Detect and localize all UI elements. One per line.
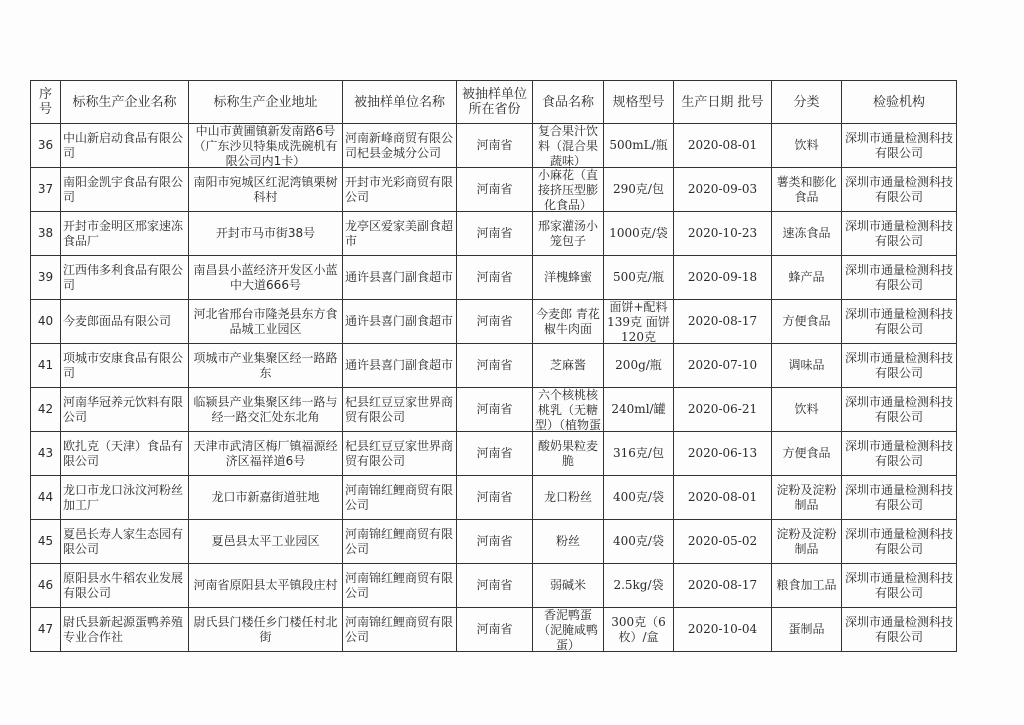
- cell-province: [457, 344, 533, 388]
- cell-production-date: [674, 300, 772, 344]
- category-text: 饮料: [794, 138, 819, 152]
- row-number-text: 37: [37, 182, 54, 196]
- cell-production-date: [674, 124, 772, 168]
- manufacturer-name-text: 今麦郎面品有限公司: [63, 314, 172, 328]
- cell-specification: [604, 388, 674, 432]
- cell-manufacturer-address: [189, 564, 343, 608]
- category-text: 方便食品: [782, 314, 831, 328]
- cell-food-name: [533, 168, 604, 212]
- cell-manufacturer-address: [189, 212, 343, 256]
- cell-manufacturer-address: [189, 124, 343, 168]
- cell-sampled-unit: [343, 564, 457, 608]
- food-name-text: 复合果汁饮料（混合果蔬味）: [537, 124, 598, 167]
- cell-manufacturer-name: [61, 520, 189, 564]
- inspection-agency-text: 深圳市通量检测科技有限公司: [844, 174, 953, 204]
- row-number-text: 39: [37, 270, 54, 284]
- table-body: [31, 124, 957, 652]
- column-header: 标称生产企业地址: [189, 81, 343, 124]
- category-text: 粮食加工品: [776, 578, 837, 592]
- cell-manufacturer-address: [189, 388, 343, 432]
- specification-text: 200g/瓶: [615, 358, 662, 372]
- cell-food-name: [533, 124, 604, 168]
- cell-category: [772, 432, 842, 476]
- cell-specification: [604, 344, 674, 388]
- manufacturer-name-text: 江西伟多利食品有限公司: [63, 262, 184, 292]
- cell-specification: [604, 520, 674, 564]
- production-date-text: 2020-10-23: [687, 226, 758, 240]
- category-text: 薯类和膨化食品: [776, 174, 837, 204]
- cell-manufacturer-name: [61, 300, 189, 344]
- row-number-text: 47: [37, 622, 54, 636]
- manufacturer-name-text: 龙口市龙口泳汶河粉丝加工厂: [63, 482, 184, 512]
- cell-food-name: [533, 432, 604, 476]
- manufacturer-name-text: 原阳县水牛稻农业发展有限公司: [63, 570, 184, 600]
- cell-sampled-unit: [343, 300, 457, 344]
- cell-specification: [604, 124, 674, 168]
- cell-province: [457, 168, 533, 212]
- manufacturer-name-text: 项城市安康食品有限公司: [63, 350, 184, 380]
- cell-food-name: [533, 344, 604, 388]
- production-date-text: 2020-08-17: [687, 314, 758, 328]
- cell-manufacturer-address: [189, 300, 343, 344]
- cell-category: [772, 212, 842, 256]
- cell-province: [457, 124, 533, 168]
- cell-row-number: [31, 344, 61, 388]
- cell-sampled-unit: [343, 344, 457, 388]
- province-text: 河南省: [476, 270, 513, 284]
- production-date-text: 2020-06-13: [687, 446, 758, 460]
- cell-province: [457, 212, 533, 256]
- cell-inspection-agency: [842, 344, 957, 388]
- table-row: [31, 564, 957, 608]
- province-text: 河南省: [476, 446, 513, 460]
- food-name-text: 龙口粉丝: [543, 490, 592, 504]
- column-header: 被抽样单位名称: [343, 81, 457, 124]
- sampled-unit-text: 通许县喜门副食超市: [345, 358, 454, 372]
- cell-food-name: [533, 300, 604, 344]
- food-name-text: 香泥鸭蛋（泥腌咸鸭蛋）: [537, 608, 598, 651]
- food-name-text: 洋槐蜂蜜: [543, 270, 592, 284]
- cell-manufacturer-address: [189, 476, 343, 520]
- cell-category: [772, 388, 842, 432]
- inspection-agency-text: 深圳市通量检测科技有限公司: [844, 614, 953, 644]
- cell-category: [772, 300, 842, 344]
- sampled-unit-text: 河南锦红鲤商贸有限公司: [345, 482, 454, 512]
- cell-manufacturer-name: [61, 432, 189, 476]
- cell-manufacturer-name: [61, 608, 189, 652]
- cell-manufacturer-name: [61, 476, 189, 520]
- manufacturer-address-text: 河南省原阳县太平镇段庄村: [193, 578, 338, 592]
- cell-manufacturer-name: [61, 212, 189, 256]
- cell-row-number: [31, 300, 61, 344]
- category-text: 速冻食品: [782, 226, 831, 240]
- cell-sampled-unit: [343, 168, 457, 212]
- manufacturer-address-text: 河北省邢台市隆尧县东方食品城工业园区: [193, 306, 338, 336]
- table-row: [31, 608, 957, 652]
- production-date-text: 2020-10-04: [687, 622, 758, 636]
- manufacturer-address-text: 龙口市新嘉街道驻地: [211, 490, 320, 504]
- inspection-agency-text: 深圳市通量检测科技有限公司: [844, 306, 953, 336]
- column-header: 规格型号: [604, 81, 674, 124]
- cell-category: [772, 168, 842, 212]
- cell-inspection-agency: [842, 168, 957, 212]
- cell-food-name: [533, 476, 604, 520]
- cell-province: [457, 432, 533, 476]
- table-row: [31, 476, 957, 520]
- category-text: 淀粉及淀粉制品: [776, 526, 837, 556]
- row-number-text: 43: [37, 446, 54, 460]
- province-text: 河南省: [476, 138, 513, 152]
- cell-sampled-unit: [343, 212, 457, 256]
- specification-text: 316克/包: [613, 446, 664, 460]
- cell-province: [457, 388, 533, 432]
- specification-text: 面饼+配料139克 面饼120克: [607, 300, 670, 343]
- cell-category: [772, 608, 842, 652]
- cell-production-date: [674, 520, 772, 564]
- cell-production-date: [674, 608, 772, 652]
- cell-sampled-unit: [343, 520, 457, 564]
- cell-specification: [604, 168, 674, 212]
- sampled-unit-text: 龙亭区爱家美副食超市: [345, 218, 454, 248]
- column-header: 标称生产企业名称: [61, 81, 189, 124]
- province-text: 河南省: [476, 182, 513, 196]
- table-row: [31, 388, 957, 432]
- cell-row-number: [31, 124, 61, 168]
- specification-text: 240ml/罐: [611, 402, 666, 416]
- cell-sampled-unit: [343, 124, 457, 168]
- cell-row-number: [31, 476, 61, 520]
- cell-food-name: [533, 388, 604, 432]
- cell-manufacturer-name: [61, 564, 189, 608]
- manufacturer-address-text: 项城市产业集聚区经一路路东: [193, 350, 338, 380]
- row-number-text: 41: [37, 358, 54, 372]
- production-date-text: 2020-09-03: [687, 182, 758, 196]
- cell-manufacturer-address: [189, 608, 343, 652]
- cell-specification: [604, 608, 674, 652]
- sampled-unit-text: 开封市光彩商贸有限公司: [345, 174, 454, 204]
- manufacturer-name-text: 河南华冠养元饮料有限公司: [63, 394, 184, 424]
- production-date-text: 2020-08-01: [687, 138, 758, 152]
- column-header: 被抽样单位所在省份: [457, 81, 533, 124]
- column-header: 分类: [772, 81, 842, 124]
- cell-row-number: [31, 212, 61, 256]
- table-row: [31, 300, 957, 344]
- cell-production-date: [674, 168, 772, 212]
- manufacturer-address-text: 南昌县小蓝经济开发区小蓝中大道666号: [193, 262, 338, 292]
- specification-text: 500克/瓶: [613, 270, 664, 284]
- food-name-text: 邢家灌汤小笼包子: [537, 218, 598, 248]
- sampled-unit-text: 河南锦红鲤商贸有限公司: [345, 570, 454, 600]
- cell-category: [772, 476, 842, 520]
- manufacturer-address-text: 南阳市宛城区红泥湾镇栗树科村: [193, 174, 338, 204]
- sampled-unit-text: 通许县喜门副食超市: [345, 270, 454, 284]
- cell-province: [457, 608, 533, 652]
- category-text: 蛋制品: [788, 622, 825, 636]
- table-row: [31, 344, 957, 388]
- row-number-text: 38: [37, 226, 54, 240]
- cell-food-name: [533, 608, 604, 652]
- cell-manufacturer-name: [61, 388, 189, 432]
- cell-inspection-agency: [842, 520, 957, 564]
- manufacturer-address-text: 夏邑县太平工业园区: [211, 534, 320, 548]
- column-header: 序号: [31, 81, 61, 124]
- sampled-unit-text: 杞县红豆豆家世界商贸有限公司: [345, 438, 454, 468]
- cell-manufacturer-address: [189, 256, 343, 300]
- column-header: 检验机构: [842, 81, 957, 124]
- cell-inspection-agency: [842, 608, 957, 652]
- inspection-agency-text: 深圳市通量检测科技有限公司: [844, 526, 953, 556]
- table-row: [31, 256, 957, 300]
- province-text: 河南省: [476, 534, 513, 548]
- sampled-unit-text: 杞县红豆豆家世界商贸有限公司: [345, 394, 454, 424]
- cell-row-number: [31, 432, 61, 476]
- cell-inspection-agency: [842, 300, 957, 344]
- cell-row-number: [31, 520, 61, 564]
- production-date-text: 2020-08-01: [687, 490, 758, 504]
- cell-manufacturer-address: [189, 168, 343, 212]
- cell-inspection-agency: [842, 476, 957, 520]
- cell-province: [457, 256, 533, 300]
- category-text: 淀粉及淀粉制品: [776, 482, 837, 512]
- cell-manufacturer-name: [61, 344, 189, 388]
- cell-sampled-unit: [343, 476, 457, 520]
- province-text: 河南省: [476, 226, 513, 240]
- cell-specification: [604, 256, 674, 300]
- category-text: 调味品: [788, 358, 825, 372]
- table-row: [31, 168, 957, 212]
- manufacturer-name-text: 尉氏县新起源蛋鸭养殖专业合作社: [63, 614, 184, 644]
- sampled-unit-text: 河南锦红鲤商贸有限公司: [345, 526, 454, 556]
- sampled-unit-text: 河南新峰商贸有限公司杞县金城分公司: [345, 130, 454, 160]
- food-name-text: 今麦郎 青花椒牛肉面: [536, 306, 600, 336]
- manufacturer-address-text: 开封市马市街38号: [215, 226, 316, 240]
- cell-production-date: [674, 388, 772, 432]
- inspection-agency-text: 深圳市通量检测科技有限公司: [844, 262, 953, 292]
- row-number-text: 42: [37, 402, 54, 416]
- inspection-agency-text: 深圳市通量检测科技有限公司: [844, 218, 953, 248]
- province-text: 河南省: [476, 622, 513, 636]
- inspection-agency-text: 深圳市通量检测科技有限公司: [844, 482, 953, 512]
- cell-category: [772, 344, 842, 388]
- cell-manufacturer-name: [61, 124, 189, 168]
- cell-province: [457, 300, 533, 344]
- cell-sampled-unit: [343, 608, 457, 652]
- province-text: 河南省: [476, 578, 513, 592]
- column-header: 生产日期 批号: [674, 81, 772, 124]
- manufacturer-address-text: 尉氏县门楼任乡门楼任村北街: [193, 614, 338, 644]
- province-text: 河南省: [476, 314, 513, 328]
- production-date-text: 2020-05-02: [687, 534, 758, 548]
- cell-row-number: [31, 388, 61, 432]
- row-number-text: 46: [37, 578, 54, 592]
- cell-row-number: [31, 256, 61, 300]
- cell-category: [772, 520, 842, 564]
- category-text: 蜂产品: [788, 270, 825, 284]
- production-date-text: 2020-08-17: [687, 578, 758, 592]
- inspection-agency-text: 深圳市通量检测科技有限公司: [844, 570, 953, 600]
- production-date-text: 2020-07-10: [687, 358, 758, 372]
- row-number-text: 44: [37, 490, 54, 504]
- inspection-agency-text: 深圳市通量检测科技有限公司: [844, 438, 953, 468]
- cell-inspection-agency: [842, 256, 957, 300]
- production-date-text: 2020-09-18: [687, 270, 758, 284]
- cell-food-name: [533, 256, 604, 300]
- province-text: 河南省: [476, 402, 513, 416]
- inspection-agency-text: 深圳市通量检测科技有限公司: [844, 350, 953, 380]
- inspection-agency-text: 深圳市通量检测科技有限公司: [844, 130, 953, 160]
- cell-manufacturer-name: [61, 168, 189, 212]
- specification-text: 2.5kg/袋: [613, 578, 664, 592]
- cell-specification: [604, 300, 674, 344]
- cell-specification: [604, 476, 674, 520]
- cell-inspection-agency: [842, 212, 957, 256]
- food-name-text: 小麻花（直接挤压型膨化食品）: [537, 168, 598, 211]
- cell-manufacturer-address: [189, 432, 343, 476]
- cell-specification: [604, 564, 674, 608]
- table-row: [31, 432, 957, 476]
- category-text: 饮料: [794, 402, 819, 416]
- sampled-unit-text: 通许县喜门副食超市: [345, 314, 454, 328]
- cell-province: [457, 476, 533, 520]
- cell-row-number: [31, 564, 61, 608]
- cell-production-date: [674, 344, 772, 388]
- cell-category: [772, 564, 842, 608]
- column-header: 食品名称: [533, 81, 604, 124]
- cell-row-number: [31, 608, 61, 652]
- cell-specification: [604, 432, 674, 476]
- inspection-agency-text: 深圳市通量检测科技有限公司: [844, 394, 953, 424]
- cell-production-date: [674, 212, 772, 256]
- cell-sampled-unit: [343, 256, 457, 300]
- cell-manufacturer-address: [189, 520, 343, 564]
- cell-food-name: [533, 564, 604, 608]
- manufacturer-name-text: 欧扎克（天津）食品有限公司: [63, 438, 184, 468]
- specification-text: 400克/袋: [613, 490, 664, 504]
- cell-manufacturer-address: [189, 344, 343, 388]
- specification-text: 400克/袋: [613, 534, 664, 548]
- cell-category: [772, 124, 842, 168]
- row-number-text: 36: [37, 138, 54, 152]
- food-name-text: 芝麻酱: [549, 358, 586, 372]
- inspection-table: [30, 80, 957, 652]
- cell-sampled-unit: [343, 388, 457, 432]
- manufacturer-name-text: 南阳金凯宇食品有限公司: [63, 174, 184, 204]
- specification-text: 290克/包: [613, 182, 664, 196]
- row-number-text: 40: [37, 314, 54, 328]
- food-name-text: 六个核桃核桃乳（无糖型）（植物蛋: [535, 388, 601, 431]
- cell-inspection-agency: [842, 388, 957, 432]
- category-text: 方便食品: [782, 446, 831, 460]
- row-number-text: 45: [37, 534, 54, 548]
- table-header-row: [31, 81, 957, 124]
- cell-inspection-agency: [842, 564, 957, 608]
- cell-inspection-agency: [842, 432, 957, 476]
- table-row: [31, 212, 957, 256]
- cell-production-date: [674, 432, 772, 476]
- manufacturer-name-text: 夏邑长寿人家生态园有限公司: [63, 526, 184, 556]
- cell-category: [772, 256, 842, 300]
- cell-production-date: [674, 564, 772, 608]
- table-row: [31, 520, 957, 564]
- manufacturer-address-text: 中山市黄圃镇新发南路6号（广东沙贝特集成洗碗机有限公司内1卡）: [193, 124, 338, 167]
- specification-text: 500mL/瓶: [609, 138, 668, 152]
- food-name-text: 粉丝: [555, 534, 580, 548]
- cell-province: [457, 520, 533, 564]
- food-name-text: 弱碱米: [549, 578, 586, 592]
- food-name-text: 酸奶果粒麦脆: [537, 438, 598, 468]
- manufacturer-address-text: 临颍县产业集聚区纬一路与经一路交汇处东北角: [193, 394, 338, 424]
- province-text: 河南省: [476, 490, 513, 504]
- production-date-text: 2020-06-21: [687, 402, 758, 416]
- cell-production-date: [674, 476, 772, 520]
- manufacturer-name-text: 开封市金明区邢家速冻食品厂: [63, 218, 184, 248]
- cell-inspection-agency: [842, 124, 957, 168]
- specification-text: 300克（6枚）/盒: [611, 614, 666, 644]
- manufacturer-name-text: 中山新启动食品有限公司: [63, 130, 184, 160]
- cell-row-number: [31, 168, 61, 212]
- cell-province: [457, 564, 533, 608]
- sampled-unit-text: 河南锦红鲤商贸有限公司: [345, 614, 454, 644]
- cell-food-name: [533, 520, 604, 564]
- cell-sampled-unit: [343, 432, 457, 476]
- cell-food-name: [533, 212, 604, 256]
- manufacturer-address-text: 天津市武清区梅厂镇福源经济区福祥道6号: [193, 438, 338, 468]
- cell-manufacturer-name: [61, 256, 189, 300]
- cell-production-date: [674, 256, 772, 300]
- specification-text: 1000克/袋: [609, 226, 668, 240]
- province-text: 河南省: [476, 358, 513, 372]
- cell-specification: [604, 212, 674, 256]
- table-row: [31, 124, 957, 168]
